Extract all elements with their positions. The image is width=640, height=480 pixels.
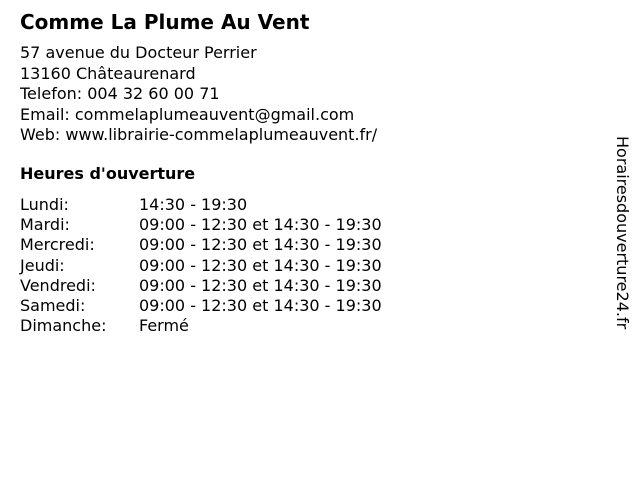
day-label: Dimanche: (20, 316, 107, 336)
opening-hours-heading: Heures d'ouverture (20, 164, 196, 183)
address-line-street: 57 avenue du Docteur Perrier (20, 43, 257, 62)
day-label: Mercredi: (20, 235, 95, 255)
day-hours: 09:00 - 12:30 et 14:30 - 19:30 (139, 275, 382, 295)
day-hours: 09:00 - 12:30 et 14:30 - 19:30 (139, 255, 382, 275)
store-name: Comme La Plume Au Vent (20, 10, 310, 34)
day-label: Vendredi: (20, 275, 96, 295)
day-hours: 09:00 - 12:30 et 14:30 - 19:30 (139, 295, 382, 315)
day-hours: 14:30 - 19:30 (139, 195, 248, 214)
web-line: Web: www.librairie-commelaplumeauvent.fr/ (20, 125, 378, 144)
site-watermark: Horairesdouverture24.fr (613, 136, 632, 330)
day-hours: Fermé (139, 316, 189, 336)
day-label: Lundi: (20, 195, 69, 214)
address-line-city: 13160 Châteaurenard (20, 63, 196, 83)
day-label: Mardi: (20, 215, 70, 235)
email-line: Email: commelaplumeauvent@gmail.com (20, 104, 355, 124)
day-hours: 09:00 - 12:30 et 14:30 - 19:30 (139, 215, 382, 235)
day-hours: 09:00 - 12:30 et 14:30 - 19:30 (139, 235, 382, 255)
store-contact-block (20, 43, 377, 146)
day-label: Samedi: (20, 295, 86, 315)
phone-line: Telefon: 004 32 60 00 71 (20, 84, 220, 103)
day-label: Jeudi: (20, 255, 65, 275)
